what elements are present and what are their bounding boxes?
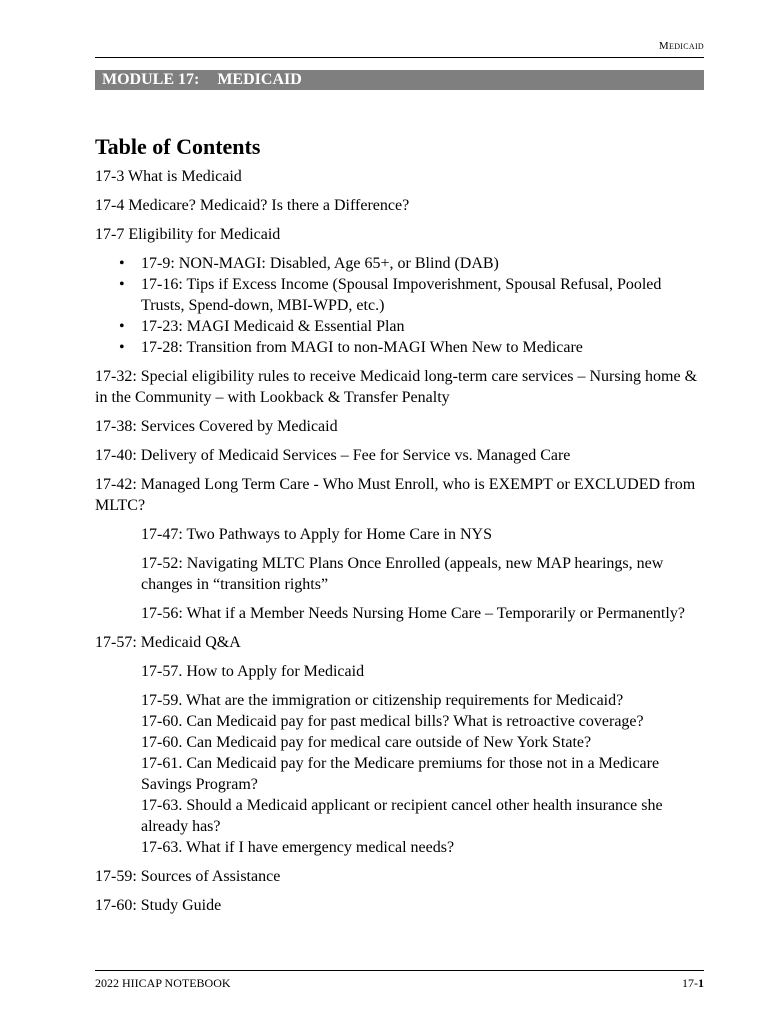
qa-group xyxy=(95,690,705,858)
qa-item: 17-63. What if I have emergency medical needs? xyxy=(141,839,455,856)
page-number xyxy=(682,976,704,991)
toc-subentry: 17-52: Navigating MLTC Plans Once Enrolled (appeals, new MAP hearings, new changes in “transition rights” xyxy=(141,555,664,593)
toc-entry: 17-7 Eligibility for Medicaid xyxy=(95,226,281,243)
footer-title: 2022 HIICAP NOTEBOOK xyxy=(95,976,231,990)
toc-entry: 17-32: Special eligibility rules to receive Medicaid long-term care services – Nursing home & in the Community – with Lookback & Transfer Penalty xyxy=(95,368,698,406)
toc-subentry: 17-57. How to Apply for Medicaid xyxy=(141,663,365,680)
toc-list xyxy=(95,166,705,924)
qa-item: 17-61. Can Medicaid pay for the Medicare premiums for those not in a Medicare Savings Program? xyxy=(141,755,660,793)
toc-heading: Table of Contents xyxy=(95,134,261,159)
toc-entry: 17-60: Study Guide xyxy=(95,897,222,914)
toc-entry: 17-40: Delivery of Medicaid Services – Fee for Service vs. Managed Care xyxy=(95,447,571,464)
toc-entry: 17-42: Managed Long Term Care - Who Must Enroll, who is EXEMPT or EXCLUDED from MLTC? xyxy=(95,476,696,514)
page-number-value: 1 xyxy=(698,976,704,990)
qa-item: 17-63. Should a Medicaid applicant or recipient cancel other health insurance she already has? xyxy=(141,797,663,835)
toc-subentry: 17-56: What if a Member Needs Nursing Home Care – Temporarily or Permanently? xyxy=(141,605,685,622)
bullet-item: • 17-23: MAGI Medicaid & Essential Plan xyxy=(95,316,705,337)
running-header: Medicaid xyxy=(658,40,704,52)
bullet-item: • 17-16: Tips if Excess Income (Spousal Impoverishment, Spousal Refusal, Pooled Trusts, Spend-down, MBI-WPD, etc.) xyxy=(95,274,705,316)
toc-entry: 17-57: Medicaid Q&A xyxy=(95,634,241,651)
toc-entry: 17-59: Sources of Assistance xyxy=(95,868,281,885)
footer-rule xyxy=(95,970,704,971)
toc-entry: 17-4 Medicare? Medicaid? Is there a Difference? xyxy=(95,197,410,214)
toc-subentry: 17-47: Two Pathways to Apply for Home Care in NYS xyxy=(141,526,492,543)
module-title: MEDICAID xyxy=(217,71,302,88)
page-number-prefix: 17- xyxy=(682,976,698,990)
bullet-item: • 17-28: Transition from MAGI to non-MAGI When New to Medicare xyxy=(95,337,705,358)
bullet-item: • 17-9: NON-MAGI: Disabled, Age 65+, or Blind (DAB) xyxy=(95,253,705,274)
qa-item: 17-59. What are the immigration or citizenship requirements for Medicaid? xyxy=(141,692,624,709)
module-banner xyxy=(95,70,704,90)
qa-item: 17-60. Can Medicaid pay for past medical bills? What is retroactive coverage? xyxy=(141,713,644,730)
eligibility-bullets xyxy=(95,253,705,358)
module-label: MODULE 17: xyxy=(102,71,200,88)
header-rule xyxy=(95,57,704,58)
toc-entry: 17-38: Services Covered by Medicaid xyxy=(95,418,338,435)
toc-entry: 17-3 What is Medicaid xyxy=(95,168,242,185)
qa-item: 17-60. Can Medicaid pay for medical care outside of New York State? xyxy=(141,734,592,751)
